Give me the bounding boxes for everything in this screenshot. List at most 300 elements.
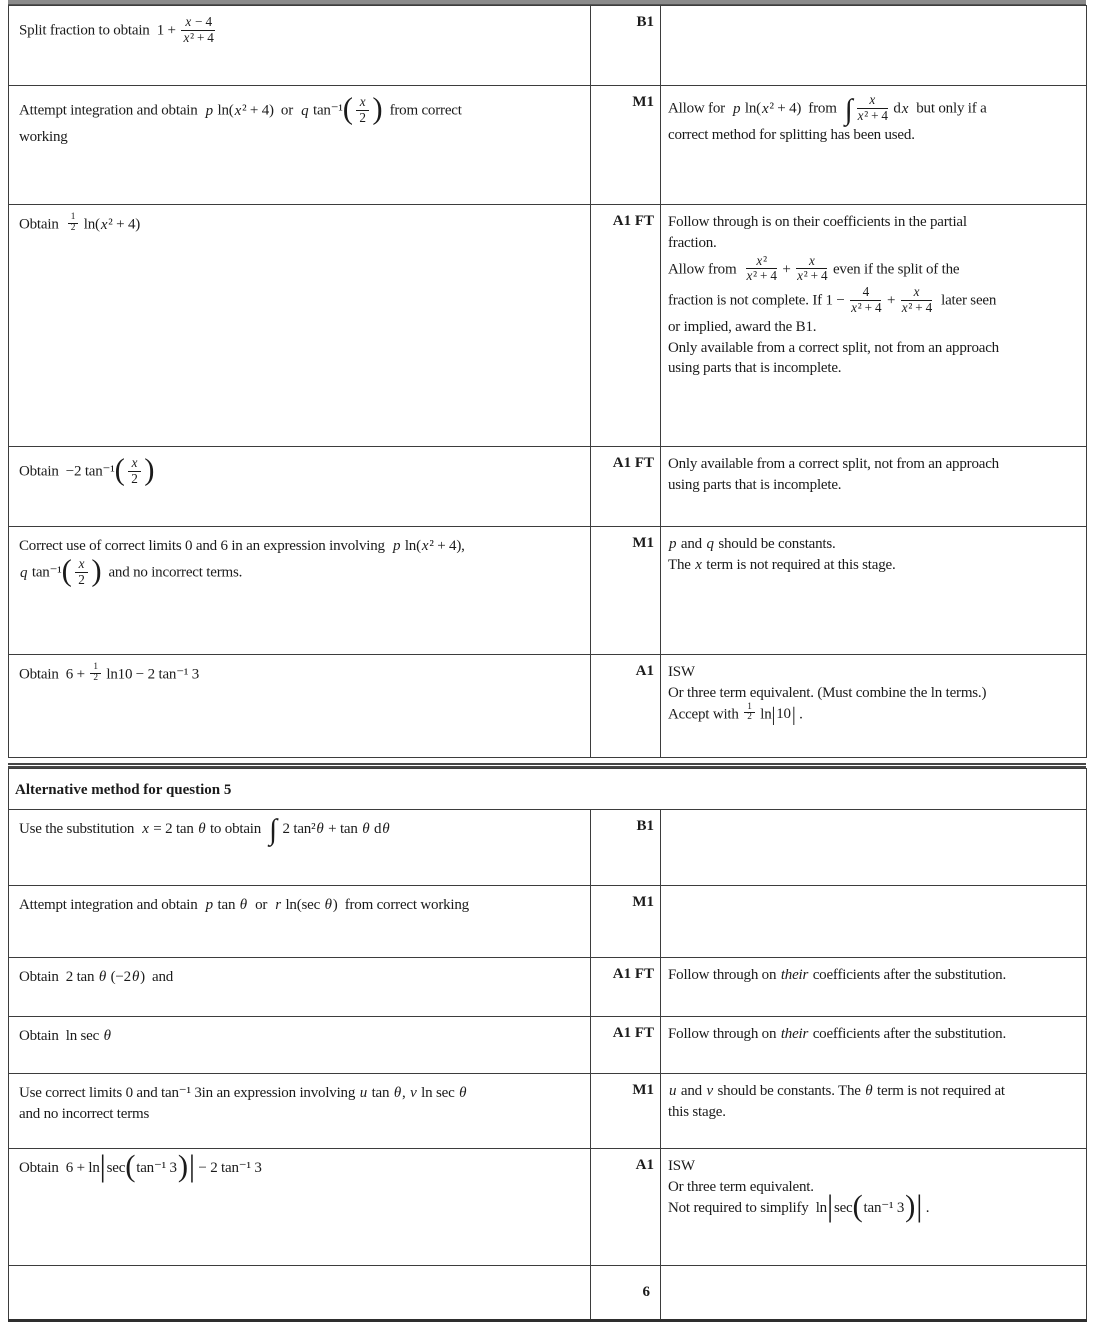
guidance-cell bbox=[661, 205, 1087, 447]
mark-scheme-tables bbox=[8, 5, 1086, 1322]
math-text: 10 bbox=[776, 706, 791, 723]
math-text: and no incorrect terms bbox=[19, 1105, 150, 1122]
guidance-cell bbox=[661, 1017, 1087, 1074]
text-line bbox=[19, 553, 584, 589]
guidance-cell bbox=[661, 655, 1087, 758]
alternative-method-table bbox=[8, 768, 1087, 1322]
math-text: 2 tan² bbox=[278, 821, 316, 837]
guidance-cell bbox=[661, 886, 1087, 958]
math-variable: x bbox=[183, 29, 190, 45]
text-line bbox=[19, 896, 584, 916]
delimited-group bbox=[775, 706, 792, 722]
math-text: + bbox=[883, 292, 899, 309]
math-text: ) from correct working bbox=[332, 897, 469, 913]
open-delimiter: ( bbox=[125, 1148, 136, 1183]
math-variable: x bbox=[234, 102, 242, 119]
text-line bbox=[19, 1148, 584, 1183]
math-variable: x bbox=[869, 92, 876, 107]
math-text: ² + 4 bbox=[190, 29, 214, 45]
text-line bbox=[19, 968, 584, 988]
math-text: , bbox=[402, 1085, 410, 1101]
math-fraction bbox=[742, 703, 756, 724]
section-divider bbox=[8, 763, 1086, 1322]
answer-cell bbox=[9, 1017, 591, 1074]
table-row bbox=[9, 447, 1087, 527]
fraction-numerator bbox=[901, 285, 932, 301]
math-text: tan bbox=[213, 897, 239, 913]
mark-cell: A1 FT bbox=[591, 447, 661, 527]
answer-cell bbox=[9, 6, 591, 86]
guidance-cell bbox=[661, 1074, 1087, 1149]
guidance-cell bbox=[661, 447, 1087, 527]
guidance-cell bbox=[661, 958, 1087, 1017]
text-line bbox=[19, 537, 584, 557]
text-line bbox=[668, 1025, 1084, 1045]
text-line bbox=[19, 128, 584, 148]
text-line bbox=[668, 94, 1084, 125]
text-line bbox=[668, 556, 1084, 576]
math-text: correct method for splitting has been used. bbox=[668, 126, 915, 143]
delimited-group bbox=[72, 555, 92, 587]
fraction-numerator bbox=[857, 93, 888, 109]
text-line bbox=[19, 91, 584, 127]
math-fraction bbox=[179, 15, 216, 46]
math-variable: x bbox=[857, 107, 864, 123]
math-variable: their bbox=[780, 967, 809, 983]
math-text: 1 bbox=[747, 701, 752, 712]
delimited-group bbox=[106, 1148, 189, 1183]
math-text: from correct bbox=[382, 102, 462, 119]
guidance-cell bbox=[661, 6, 1087, 86]
math-text: tan bbox=[368, 1085, 393, 1101]
math-variable: v bbox=[410, 1085, 417, 1101]
math-text: ISW bbox=[668, 1158, 695, 1174]
math-fraction bbox=[855, 93, 890, 124]
fraction-denominator bbox=[796, 269, 827, 284]
math-text: ² + 4 bbox=[864, 107, 888, 123]
math-text: Only available from a correct split, not from an approach bbox=[668, 339, 999, 356]
math-variable: p bbox=[733, 100, 741, 117]
math-text: Attempt integration and obtain bbox=[19, 897, 205, 913]
text-line bbox=[668, 1082, 1084, 1102]
empty-cell bbox=[661, 1266, 1087, 1321]
close-delimiter: ) bbox=[91, 553, 102, 588]
math-text: − 2 tan⁻¹ 3 bbox=[194, 1160, 262, 1176]
fraction-denominator bbox=[356, 111, 370, 126]
math-text: ² + 4) or bbox=[242, 102, 301, 119]
math-variable: x bbox=[746, 268, 753, 284]
table-row bbox=[9, 6, 1087, 86]
fraction-numerator bbox=[356, 95, 370, 111]
close-delimiter: | bbox=[791, 704, 796, 726]
answer-cell bbox=[9, 447, 591, 527]
math-variable: u bbox=[669, 1083, 677, 1099]
mark-cell: A1 FT bbox=[591, 205, 661, 447]
text-line bbox=[668, 359, 1084, 379]
math-text: . bbox=[795, 706, 803, 723]
math-text: Follow through on bbox=[668, 967, 780, 983]
math-text: ) and bbox=[140, 969, 174, 985]
math-fraction bbox=[73, 557, 91, 588]
fraction-denominator bbox=[128, 472, 142, 487]
table-row bbox=[9, 810, 1087, 886]
math-variable: θ bbox=[239, 897, 247, 913]
fraction-numerator bbox=[75, 557, 89, 573]
close-delimiter: ) bbox=[905, 1188, 916, 1223]
math-variable: v bbox=[706, 1083, 713, 1099]
math-fraction bbox=[66, 213, 80, 234]
math-text: sec bbox=[833, 1199, 853, 1216]
math-text: or bbox=[247, 897, 275, 913]
close-delimiter: | bbox=[188, 1148, 195, 1183]
table-row bbox=[9, 655, 1087, 758]
math-text: ln10 − 2 tan⁻¹ 3 bbox=[102, 666, 200, 683]
math-variable: their bbox=[780, 1026, 809, 1042]
fraction-numerator bbox=[850, 285, 881, 301]
text-line bbox=[668, 1188, 1084, 1223]
answer-cell bbox=[9, 205, 591, 447]
text-line bbox=[668, 213, 1084, 233]
math-text: Obtain 2 tan bbox=[19, 969, 98, 985]
math-variable: x bbox=[359, 94, 366, 109]
math-text: d bbox=[370, 821, 382, 837]
math-fraction bbox=[354, 95, 372, 126]
math-text: and no incorrect terms. bbox=[101, 564, 243, 581]
math-variable: q bbox=[20, 564, 28, 581]
math-fraction bbox=[744, 254, 779, 285]
text-line bbox=[668, 455, 1084, 475]
math-text: 2 bbox=[93, 672, 98, 683]
math-text: using parts that is incomplete. bbox=[668, 360, 842, 377]
answer-cell bbox=[9, 886, 591, 958]
mark-cell: M1 bbox=[591, 1074, 661, 1149]
math-text: and bbox=[677, 1083, 706, 1099]
math-text: sec bbox=[106, 1160, 126, 1176]
table-row bbox=[9, 958, 1087, 1017]
guidance-cell bbox=[661, 86, 1087, 205]
math-text: = 2 tan bbox=[149, 821, 198, 837]
math-text: to obtain bbox=[206, 821, 269, 837]
math-text: ln( bbox=[80, 216, 100, 233]
math-variable: θ bbox=[316, 821, 324, 837]
math-variable: θ bbox=[459, 1085, 467, 1101]
math-text: 1 bbox=[70, 212, 76, 222]
math-variable: x bbox=[913, 284, 920, 300]
close-delimiter: ) bbox=[372, 91, 383, 126]
text-line bbox=[19, 813, 584, 846]
math-text: fraction is not complete. If 1 − bbox=[668, 292, 849, 309]
math-text: Accept with bbox=[668, 706, 743, 723]
math-text: coefficients after the substitution. bbox=[809, 1026, 1007, 1042]
math-text: or implied, award the B1. bbox=[668, 318, 817, 335]
math-text: 2 bbox=[70, 222, 76, 233]
math-text: ISW bbox=[668, 664, 695, 680]
math-text: ² + 4 bbox=[857, 299, 882, 315]
math-variable: θ bbox=[324, 897, 332, 913]
answer-cell bbox=[9, 958, 591, 1017]
total-marks-row bbox=[9, 1266, 1087, 1321]
fraction-denominator bbox=[90, 674, 100, 684]
math-variable: x bbox=[851, 299, 857, 315]
text-line bbox=[668, 701, 1084, 726]
fraction-denominator bbox=[68, 224, 78, 234]
math-text: Allow for bbox=[668, 100, 733, 117]
answer-cell bbox=[9, 655, 591, 758]
fraction-denominator bbox=[850, 301, 881, 316]
math-text: should be constants. The bbox=[713, 1083, 865, 1099]
math-text: 2 bbox=[78, 571, 85, 587]
table-row bbox=[9, 1074, 1087, 1149]
fraction-denominator bbox=[744, 713, 754, 723]
math-text: d bbox=[889, 100, 901, 117]
text-line bbox=[668, 252, 1084, 286]
guidance-cell bbox=[661, 810, 1087, 886]
math-text: Follow through is on their coefficients in the partial bbox=[668, 214, 967, 230]
text-line bbox=[668, 286, 1084, 317]
math-text: ln sec bbox=[417, 1085, 459, 1101]
math-text: ln( bbox=[741, 100, 761, 117]
math-fraction bbox=[88, 663, 102, 684]
math-text: ² + 4 bbox=[908, 299, 933, 315]
text-line bbox=[19, 452, 584, 488]
delimited-group bbox=[135, 1160, 178, 1176]
fraction-denominator bbox=[75, 573, 89, 588]
math-text: 2 bbox=[131, 470, 138, 486]
text-line bbox=[668, 1157, 1084, 1177]
fraction-numerator bbox=[128, 456, 142, 472]
main-method-table bbox=[8, 5, 1087, 758]
text-line bbox=[668, 966, 1084, 986]
mark-cell: B1 bbox=[591, 810, 661, 886]
answer-cell bbox=[9, 810, 591, 886]
math-variable: θ bbox=[382, 821, 390, 837]
math-variable: θ bbox=[131, 969, 140, 985]
math-text: Follow through on bbox=[668, 1026, 780, 1042]
math-variable: θ bbox=[865, 1083, 873, 1099]
close-delimiter: ) bbox=[177, 1148, 188, 1183]
math-text: later seen bbox=[934, 292, 997, 309]
math-variable: x bbox=[901, 299, 908, 315]
table-row bbox=[9, 1149, 1087, 1266]
math-variable: q bbox=[301, 102, 309, 119]
math-text: and bbox=[677, 536, 706, 552]
math-text: Not required to simplify ln bbox=[668, 1199, 827, 1216]
math-variable: x bbox=[756, 252, 763, 268]
text-line bbox=[668, 1103, 1084, 1123]
text-line bbox=[19, 1084, 584, 1104]
math-variable: θ bbox=[362, 821, 370, 837]
alternative-method-header: Alternative method for question 5 bbox=[9, 769, 1087, 810]
text-line bbox=[668, 234, 1084, 254]
text-line bbox=[668, 535, 1084, 555]
open-delimiter: ( bbox=[852, 1188, 863, 1223]
guidance-cell bbox=[661, 527, 1087, 655]
text-line bbox=[668, 476, 1084, 496]
math-variable: x bbox=[185, 14, 192, 29]
math-text: ln( bbox=[213, 102, 234, 119]
math-variable: p bbox=[205, 102, 213, 119]
table-row bbox=[9, 886, 1087, 958]
total-marks-cell: 6 bbox=[591, 1266, 661, 1321]
open-delimiter: ( bbox=[114, 452, 125, 487]
mark-cell: A1 bbox=[591, 655, 661, 758]
math-text: Obtain 6 + ln bbox=[19, 1160, 100, 1176]
fraction-denominator bbox=[181, 31, 214, 46]
math-variable: x bbox=[901, 100, 909, 117]
mark-cell: B1 bbox=[591, 6, 661, 86]
math-fraction bbox=[899, 285, 934, 316]
fraction-numerator bbox=[796, 254, 827, 270]
open-delimiter: | bbox=[771, 704, 776, 726]
math-text: but only if a bbox=[909, 100, 987, 117]
table-row bbox=[9, 527, 1087, 655]
math-text: (−2 bbox=[107, 969, 131, 985]
math-text: coefficients after the substitution. bbox=[809, 967, 1007, 983]
math-fraction bbox=[126, 456, 144, 487]
math-text: 2 bbox=[747, 712, 752, 723]
fraction-numerator bbox=[181, 15, 214, 31]
text-line bbox=[668, 126, 1084, 146]
math-text: tan⁻¹ 3 bbox=[136, 1160, 177, 1176]
open-delimiter: ( bbox=[342, 91, 353, 126]
math-text: tan⁻¹ 3 bbox=[863, 1199, 905, 1216]
text-line bbox=[19, 212, 584, 236]
answer-cell bbox=[9, 1074, 591, 1149]
math-text: ln bbox=[756, 706, 772, 723]
delimited-group bbox=[863, 1200, 906, 1216]
answer-cell bbox=[9, 527, 591, 655]
text-line bbox=[19, 1105, 584, 1125]
math-text: Use correct limits 0 and tan⁻¹ 3in an expression involving bbox=[19, 1085, 359, 1101]
math-text: + bbox=[778, 261, 795, 278]
table-row bbox=[9, 86, 1087, 205]
text-line bbox=[668, 339, 1084, 359]
open-delimiter: | bbox=[826, 1188, 833, 1223]
math-text: tan⁻¹ bbox=[309, 102, 343, 119]
math-text: Or three term equivalent. bbox=[668, 1178, 814, 1195]
math-variable: r bbox=[275, 897, 281, 913]
math-text: The bbox=[668, 556, 695, 573]
math-text: using parts that is incomplete. bbox=[668, 476, 842, 493]
math-variable: θ bbox=[103, 1028, 111, 1044]
math-variable: θ bbox=[393, 1085, 402, 1101]
math-fraction bbox=[794, 254, 829, 285]
math-variable: x bbox=[797, 268, 803, 284]
math-text: even if the split of the bbox=[829, 261, 960, 278]
guidance-cell bbox=[661, 1149, 1087, 1266]
math-text: ² + 4) bbox=[108, 216, 141, 233]
math-variable: x bbox=[100, 216, 108, 233]
table-row bbox=[9, 205, 1087, 447]
math-variable: x bbox=[695, 556, 702, 573]
math-text: tan⁻¹ bbox=[28, 564, 62, 581]
math-text: ln( bbox=[401, 538, 421, 554]
delimited-group bbox=[125, 455, 145, 486]
open-delimiter: ( bbox=[61, 553, 72, 588]
text-line bbox=[19, 662, 584, 686]
math-text: Correct use of correct limits 0 and 6 in an expression involving bbox=[19, 538, 392, 554]
math-variable: p bbox=[205, 897, 213, 913]
math-variable: x bbox=[131, 455, 138, 470]
math-text: 1 bbox=[93, 662, 98, 672]
math-text: Use the substitution bbox=[19, 821, 142, 837]
mark-cell: M1 bbox=[591, 86, 661, 205]
math-variable: x bbox=[78, 555, 85, 571]
text-line bbox=[668, 318, 1084, 338]
math-text: ² + 4), bbox=[429, 538, 465, 554]
fraction-denominator bbox=[857, 109, 888, 124]
math-text: 2 bbox=[359, 109, 366, 125]
text-line bbox=[19, 16, 584, 47]
math-variable: x bbox=[761, 100, 769, 117]
math-variable: θ bbox=[198, 821, 206, 837]
fraction-denominator bbox=[746, 269, 777, 284]
table-row bbox=[9, 1017, 1087, 1074]
mark-cell: A1 FT bbox=[591, 1017, 661, 1074]
math-variable: p bbox=[669, 536, 677, 552]
math-text: should be constants. bbox=[714, 536, 836, 552]
math-text: fraction. bbox=[668, 234, 717, 251]
math-text: ² bbox=[763, 252, 767, 268]
math-variable: q bbox=[706, 536, 714, 552]
text-line bbox=[668, 684, 1084, 704]
math-text: this stage. bbox=[668, 1103, 726, 1120]
answer-cell bbox=[9, 1149, 591, 1266]
math-text: ² + 4 bbox=[803, 268, 828, 284]
fraction-numerator bbox=[746, 254, 777, 270]
math-text: term is not required at bbox=[873, 1083, 1005, 1099]
math-variable: x bbox=[421, 538, 429, 554]
math-text: Or three term equivalent. (Must combine the ln terms.) bbox=[668, 684, 987, 701]
open-delimiter: | bbox=[99, 1148, 106, 1183]
math-text: Attempt integration and obtain bbox=[19, 102, 205, 119]
text-line bbox=[19, 1027, 584, 1047]
math-variable: p bbox=[392, 538, 401, 554]
math-text: Obtain −2 tan⁻¹ bbox=[19, 463, 115, 480]
empty-cell bbox=[9, 1266, 591, 1321]
integral-sign: ∫ bbox=[844, 93, 853, 126]
mark-cell: M1 bbox=[591, 886, 661, 958]
math-text: working bbox=[19, 128, 68, 145]
text-line bbox=[668, 663, 1084, 683]
math-text: Allow from bbox=[668, 261, 744, 278]
mark-cell: M1 bbox=[591, 527, 661, 655]
math-text: Obtain bbox=[19, 216, 66, 233]
math-text: Obtain 6 + bbox=[19, 666, 89, 683]
math-variable: u bbox=[359, 1085, 368, 1101]
math-text: ln(sec bbox=[281, 897, 324, 913]
math-fraction bbox=[848, 285, 883, 316]
math-text: − 4 bbox=[192, 14, 212, 29]
delimited-group bbox=[833, 1188, 916, 1223]
math-variable: x bbox=[808, 252, 815, 268]
math-variable: θ bbox=[98, 969, 107, 985]
close-delimiter: | bbox=[916, 1188, 923, 1223]
math-text: Split fraction to obtain 1 + bbox=[19, 22, 180, 39]
math-text: 4 bbox=[862, 284, 869, 300]
delimited-group bbox=[353, 94, 373, 125]
math-text: Only available from a correct split, not from an approach bbox=[668, 456, 999, 472]
math-text: ² + 4) from bbox=[769, 100, 844, 117]
close-delimiter: ) bbox=[144, 452, 155, 487]
integral-sign: ∫ bbox=[269, 813, 277, 846]
math-text: term is not required at this stage. bbox=[702, 556, 896, 573]
math-text: . bbox=[922, 1199, 930, 1216]
math-text: Obtain ln sec bbox=[19, 1028, 103, 1044]
table-row bbox=[9, 769, 1087, 810]
mark-cell: A1 bbox=[591, 1149, 661, 1266]
answer-cell bbox=[9, 86, 591, 205]
